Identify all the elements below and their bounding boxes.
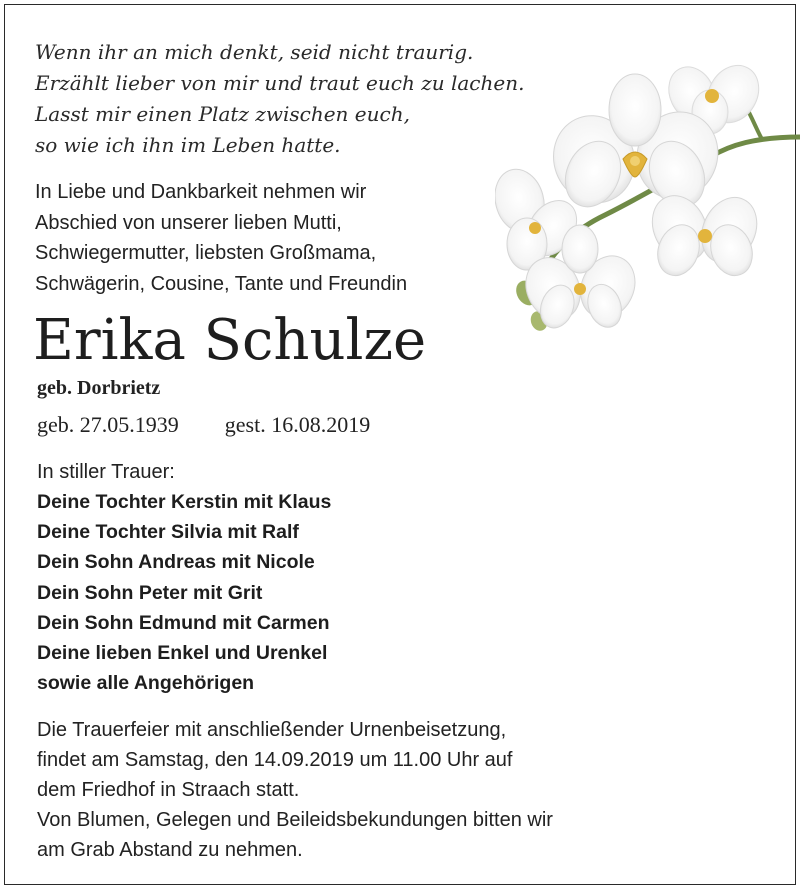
birth-date: geb. 27.05.1939 — [37, 412, 179, 437]
poem-line: Erzählt lieber von mir und traut euch zu lachen. — [35, 71, 525, 95]
farewell-intro — [35, 177, 407, 299]
mourner-entry: Deine Tochter Kerstin mit Klaus — [37, 491, 332, 513]
poem-line: Lasst mir einen Platz zwischen euch, — [35, 102, 410, 126]
mourner-entry: Deine lieben Enkel und Urenkel — [37, 642, 328, 665]
mourners-list — [37, 487, 331, 698]
intro-line: Abschied von unserer lieben Mutti, — [35, 211, 342, 234]
intro-line: Schwiegermutter, liebsten Großmama, — [35, 242, 377, 264]
mourner-entry: Dein Sohn Peter mit Grit — [37, 581, 263, 604]
death-date: gest. 16.08.2019 — [224, 412, 371, 437]
deceased-name: Erika Schulze — [33, 308, 427, 373]
memorial-poem — [35, 37, 524, 161]
notice-line: Die Trauerfeier mit anschließender Urnenbeisetzung, — [37, 719, 507, 741]
orchid-flower — [642, 187, 767, 282]
mourner-entry: Dein Sohn Andreas mit Nicole — [37, 551, 315, 574]
intro-line: Schwägerin, Cousine, Tante und Freundin — [35, 272, 408, 295]
obituary-card — [4, 4, 796, 885]
intro-line: In Liebe und Dankbarkeit nehmen wir — [35, 181, 367, 203]
mourner-entry: Deine Tochter Silvia mit Ralf — [37, 521, 299, 544]
orchid-illustration — [495, 45, 800, 345]
mourners-heading: In stiller Trauer: — [37, 461, 175, 483]
birth-name: geb. Dorbrietz — [37, 377, 161, 399]
notice-line: Von Blumen, Gelegen und Beileidsbekundungen bitten wir — [37, 809, 553, 831]
mourner-entry: sowie alle Angehörigen — [37, 672, 255, 695]
funeral-notice — [37, 715, 553, 865]
life-dates — [37, 410, 370, 440]
poem-line: so wie ich ihn im Leben hatte. — [35, 133, 341, 157]
notice-line: dem Friedhof in Straach statt. — [37, 779, 300, 801]
notice-line: findet am Samstag, den 14.09.2019 um 11.00 Uhr auf — [37, 749, 513, 771]
poem-line: Wenn ihr an mich denkt, seid nicht traurig. — [35, 40, 474, 64]
notice-line: am Grab Abstand zu nehmen. — [37, 839, 303, 861]
mourner-entry: Dein Sohn Edmund mit Carmen — [37, 611, 330, 634]
